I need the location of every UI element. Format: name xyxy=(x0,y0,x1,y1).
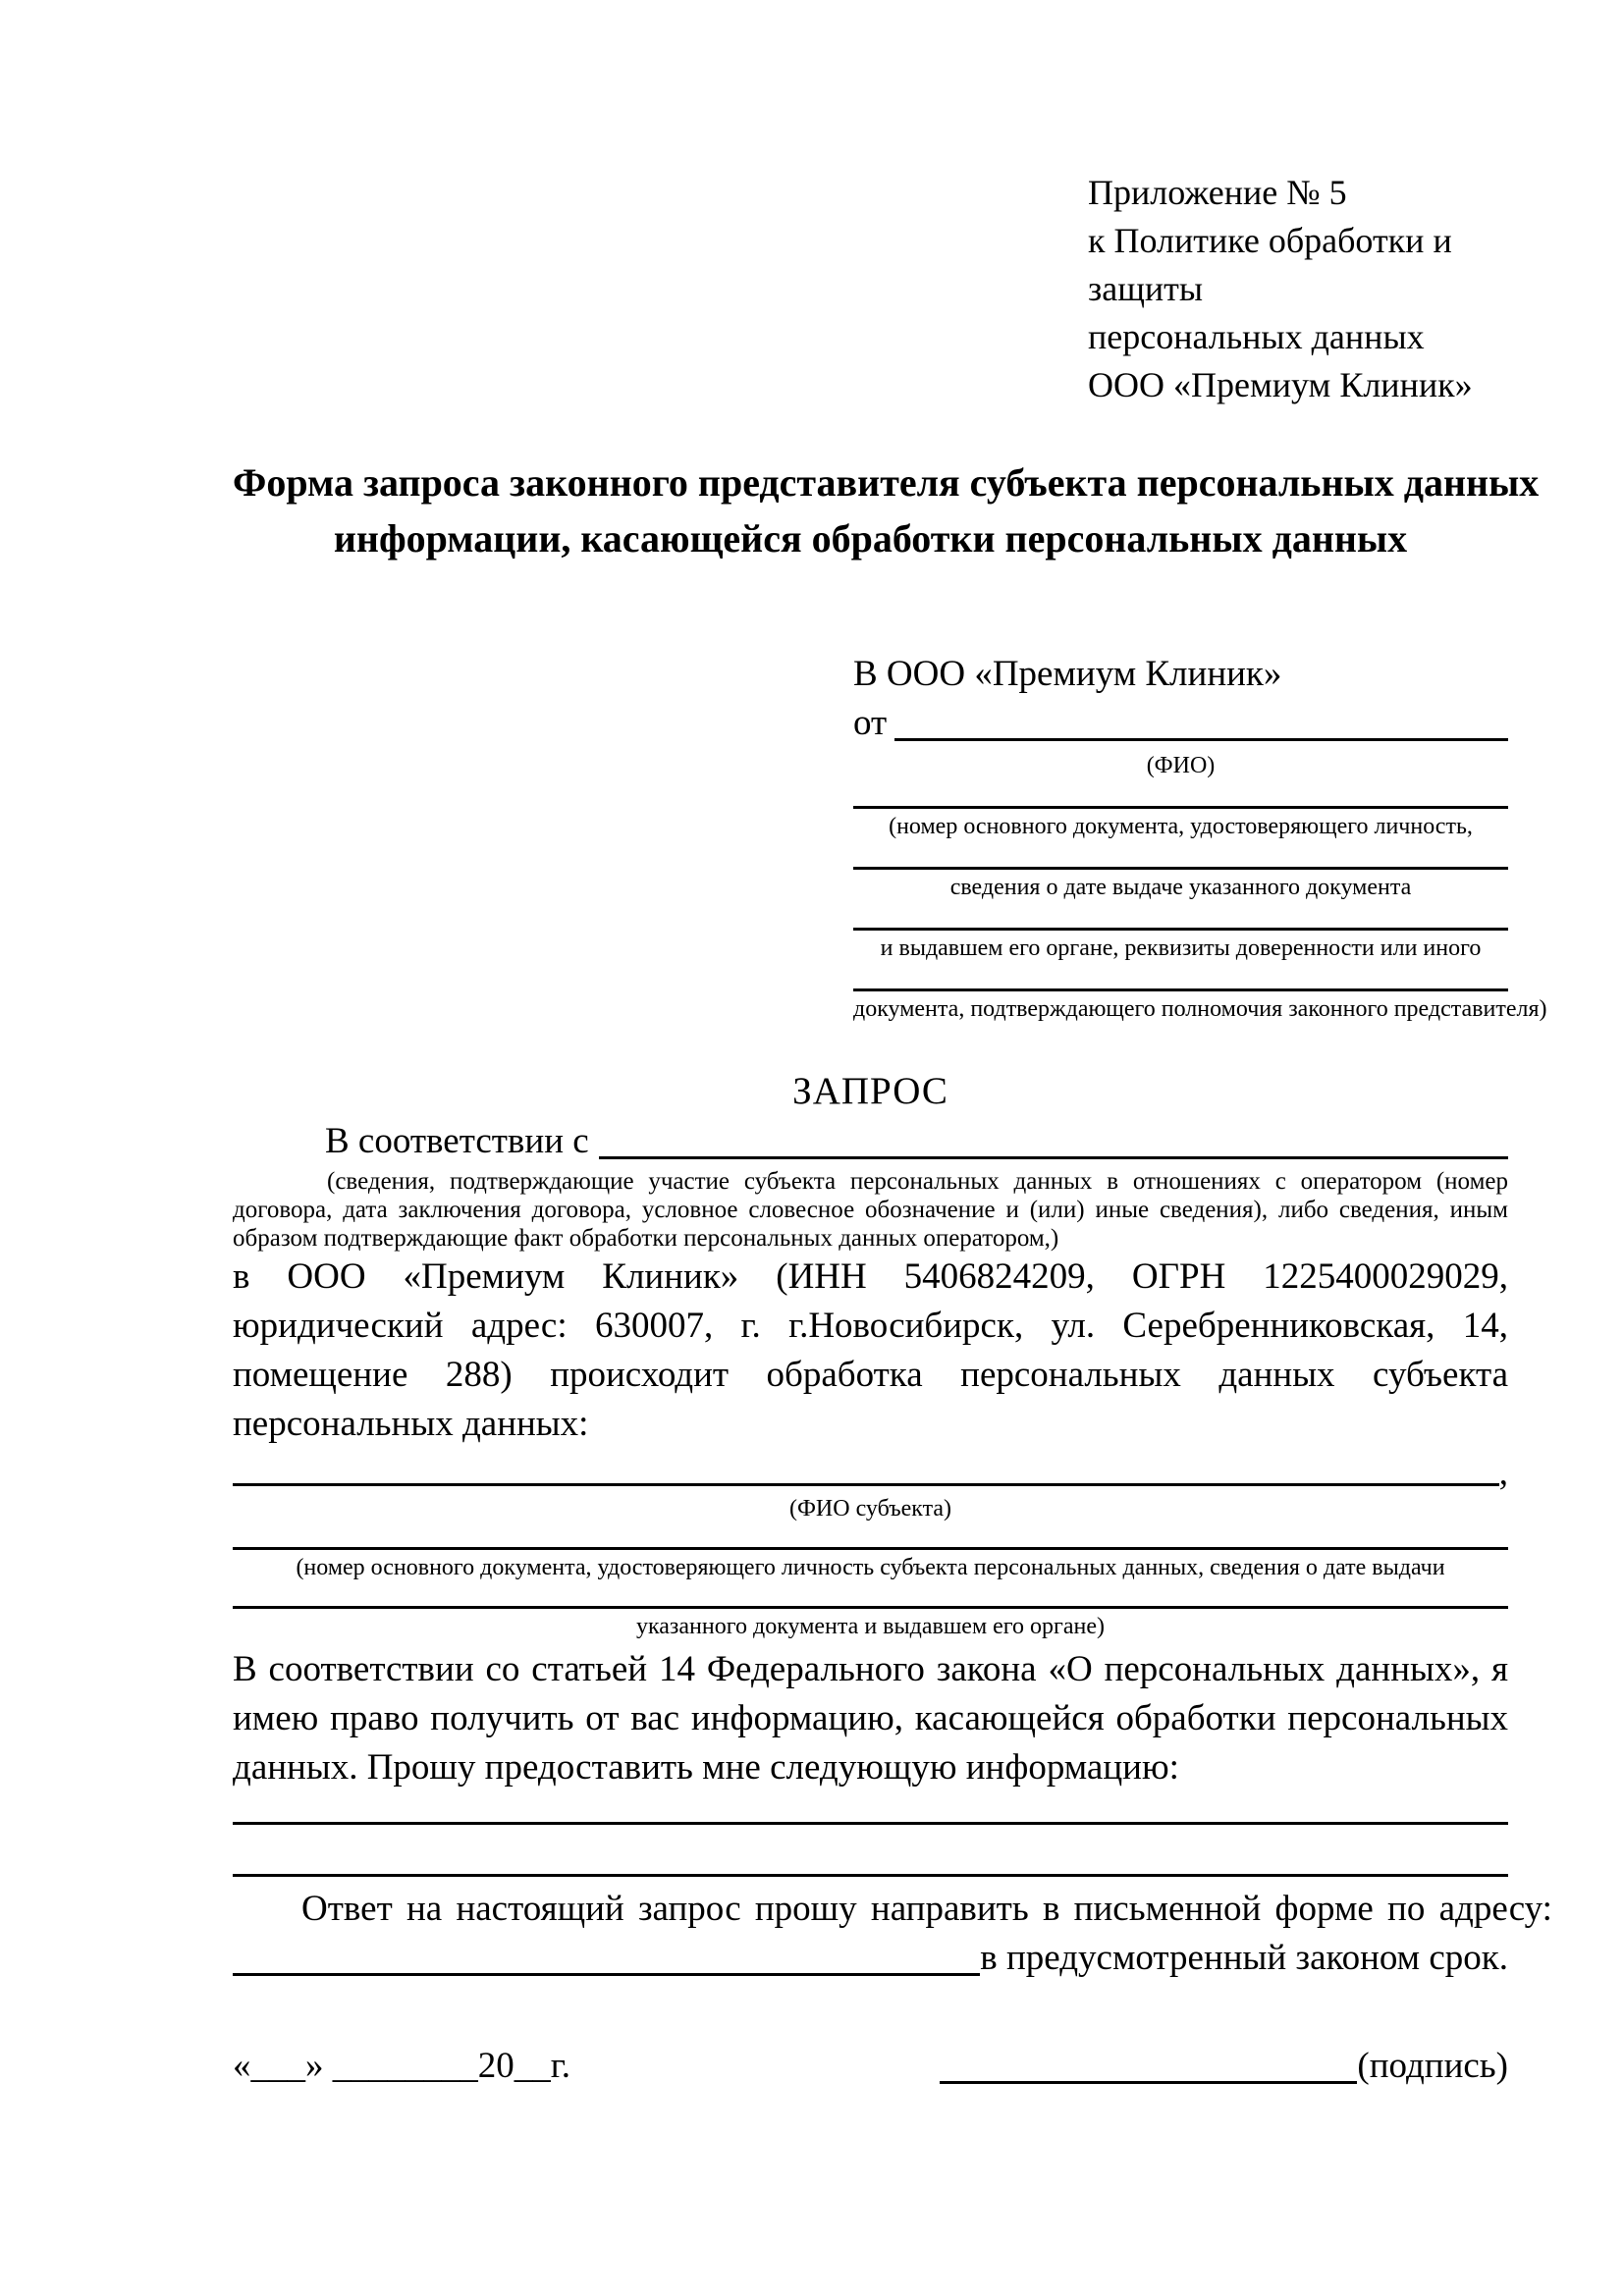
fio-caption: (ФИО) xyxy=(1146,753,1216,778)
reply-tail: в предусмотренный законом срок. xyxy=(980,1938,1508,1978)
operator-paragraph: в ООО «Премиум Клиник» (ИНН 5406824209, ОГРН 1225400029029, юридический адрес: 630007, г. г.Новосибирск, ул. Серебренниковская, 14, помещение 288) происходит обработка персональных данных субъекта персональных данных: xyxy=(233,1256,1508,1444)
authority-document-blank-line xyxy=(853,988,1508,991)
request-heading: ЗАПРОС xyxy=(792,1070,948,1112)
subject-doc-caption-1: (номер основного документа, удостоверяющего личность субъекта персональных данных, сведения о дате выдачи xyxy=(296,1555,1445,1580)
subject-doc-caption-2: указанного документа и выдавшем его органе) xyxy=(635,1614,1106,1639)
appendix-line-1: Приложение № 5 xyxy=(1088,173,1347,212)
document-title-line-2: информации, касающейся обработки персональных данных xyxy=(333,516,1408,561)
doc-number-blank-line xyxy=(853,806,1508,809)
subject-fio-row xyxy=(233,1449,1508,1494)
reply-address-row xyxy=(233,1934,1508,1983)
issue-date-blank-line xyxy=(853,867,1508,870)
appendix-block xyxy=(233,169,1508,409)
signature-caption: (подпись) xyxy=(1357,2046,1508,2086)
law-paragraph: В соответствии со статьей 14 Федерального закона «О персональных данных», я имею право получить от вас информацию, касающейся обработки персональных данных. Прошу предоставить мне следующую информацию: xyxy=(233,1649,1508,1788)
date-line: «___» ________20__г. xyxy=(233,2046,571,2086)
reply-paragraph: Ответ на настоящий запрос прошу направить в письменной форме по адресу: xyxy=(301,1889,1552,1929)
authority-document-caption: документа, подтверждающего полномочия законного представителя) xyxy=(853,996,1547,1022)
subject-doc-block xyxy=(233,1547,1508,1641)
issue-date-caption: сведения о дате выдаче указанного документа xyxy=(949,875,1412,900)
subject-fio-caption: (ФИО субъекта) xyxy=(788,1496,952,1522)
from-row xyxy=(853,699,1508,748)
trailing-comma: , xyxy=(1498,1453,1508,1493)
subject-doc-blank-line-2 xyxy=(233,1606,1508,1609)
appendix-line-2: к Политике обработки и защиты xyxy=(1088,221,1452,308)
signature-group xyxy=(940,2042,1508,2091)
issuing-authority-blank-line xyxy=(853,928,1508,931)
fio-blank-line xyxy=(894,738,1508,741)
signature-blank-line xyxy=(940,2081,1357,2084)
intro-label: В соответствии с xyxy=(325,1121,589,1161)
from-label: от xyxy=(853,703,888,743)
signature-row xyxy=(233,2042,1508,2091)
addressee-organization: В ООО «Премиум Клиник» xyxy=(853,654,1282,694)
appendix-line-4: ООО «Премиум Клиник» xyxy=(1088,365,1473,404)
intro-blank-line xyxy=(599,1156,1508,1159)
info-blank-line-1 xyxy=(233,1822,1508,1825)
appendix-line-3: персональных данных xyxy=(1088,317,1425,356)
intro-caption: (сведения, подтверждающие участие субъекта персональных данных в отношениях с оператором (номер договора, дата заключения договора, условное словесное обозначение и (или) иные сведения), либо сведения, иным образом подтверждающие факт обработки персональных данных оператором,) xyxy=(233,1168,1508,1252)
document-title xyxy=(233,454,1540,566)
doc-number-caption: (номер основного документа, удостоверяющего личность, xyxy=(889,814,1473,839)
issuing-authority-caption: и выдавшем его органе, реквизиты доверенности или иного xyxy=(880,935,1482,961)
addressee-block xyxy=(853,650,1547,1024)
info-blank-line-2 xyxy=(233,1874,1508,1877)
document-title-line-1: Форма запроса законного представителя субъекта персональных данных xyxy=(233,460,1540,505)
subject-doc-blank-line-1 xyxy=(233,1547,1508,1550)
intro-row xyxy=(233,1116,1508,1167)
subject-fio-blank-line xyxy=(233,1483,1499,1486)
reply-address-blank-line xyxy=(233,1973,980,1976)
